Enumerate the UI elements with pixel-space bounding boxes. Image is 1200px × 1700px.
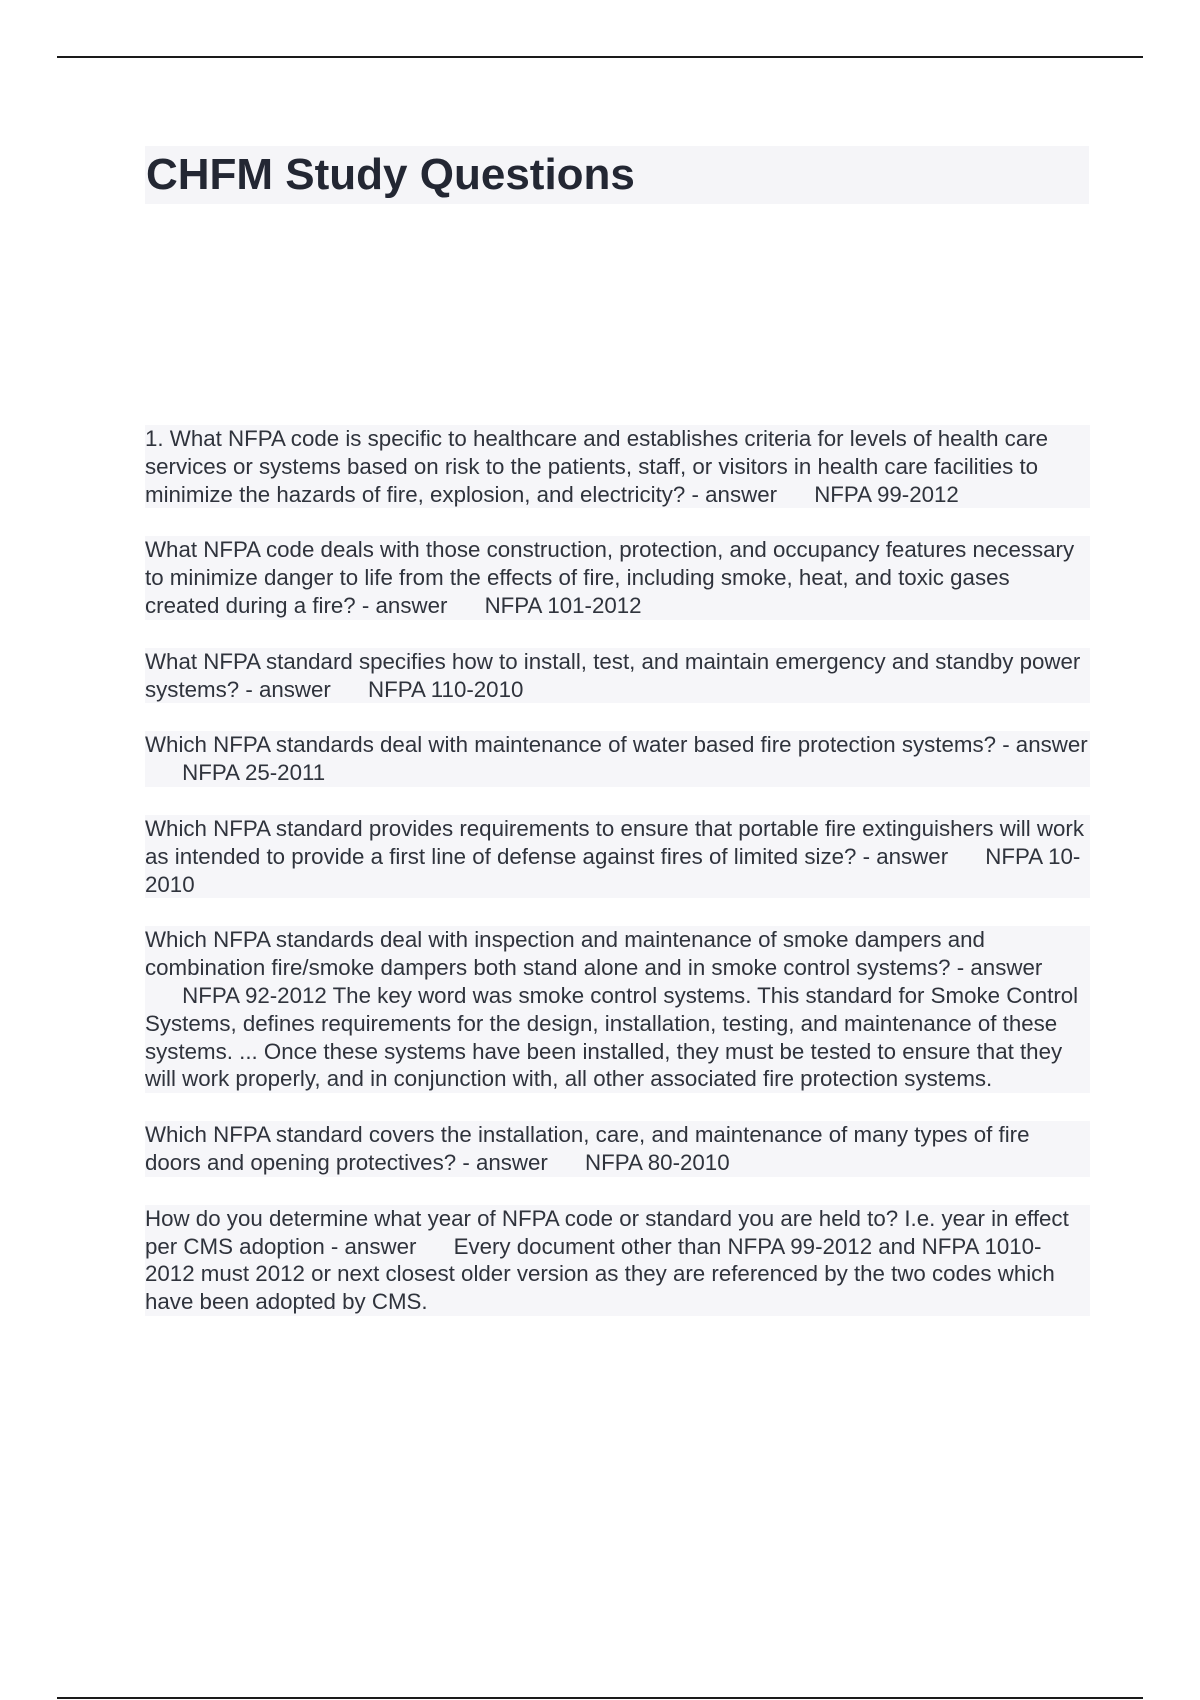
qa-answer: NFPA 25-2011 [182, 760, 326, 786]
qa-question: Which NFPA standard covers the installation, care, and maintenance of many types of fire doors and opening protectives? - answer [145, 1122, 1030, 1175]
qa-answer: NFPA 110-2010 [368, 676, 524, 702]
qa-question: 1. What NFPA code is specific to healthcare and establishes criteria for levels of health care services or systems based on risk to the patients, staff, or visitors in health care facilities to minimize the hazards of fire, explosion, and electricity? - answer [145, 426, 1049, 507]
qa-item [145, 1121, 1090, 1177]
qa-item [145, 1205, 1090, 1316]
qa-answer: NFPA 10-2010 [145, 843, 1081, 897]
qa-answer: NFPA 80-2010 [585, 1149, 730, 1175]
qa-question: Which NFPA standards deal with maintenance of water based fire protection systems? - answer [145, 732, 1088, 758]
document-title: CHFM Study Questions [146, 150, 635, 199]
qa-question: Which NFPA standards deal with inspection and maintenance of smoke dampers and combination fire/smoke dampers both stand alone and in smoke control systems? - answer [145, 927, 1043, 981]
qa-item [145, 536, 1090, 619]
qa-question: How do you determine what year of NFPA code or standard you are held to? I.e. year in effect per CMS adoption - answer [145, 1205, 1069, 1259]
qa-question: What NFPA code deals with those construction, protection, and occupancy features necessary to minimize danger to life from the effects of fire, including smoke, heat, and toxic gases created during a fire? - answer [145, 537, 1075, 618]
qa-question: Which NFPA standard provides requirements to ensure that portable fire extinguishers will work as intended to provide a first line of defense against fires of limited size? - answer [145, 815, 1084, 869]
top-divider [57, 56, 1143, 58]
qa-answer: NFPA 92-2012 The key word was smoke control systems. This standard for Smoke Control Systems, defines requirements for the design, installation, testing, and maintenance of these systems. ... Once these systems have been installed, they must be tested to ensure that they will work properly, and in conjunction with, all other associated fire protection systems. [145, 982, 1079, 1092]
qa-item [145, 425, 1090, 508]
title-block [145, 146, 1089, 204]
bottom-divider [57, 1697, 1143, 1699]
qa-question: What NFPA standard specifies how to install, test, and maintain emergency and standby power systems? - answer [145, 648, 1081, 702]
qa-list [145, 425, 1090, 1344]
qa-item [145, 648, 1090, 704]
qa-answer: NFPA 99-2012 [814, 481, 959, 507]
qa-item [145, 926, 1090, 1093]
qa-answer: NFPA 101-2012 [484, 592, 642, 618]
qa-item [145, 731, 1090, 787]
qa-item [145, 815, 1090, 898]
qa-answer: Every document other than NFPA 99-2012 and NFPA 1010-2012 must 2012 or next closest older version as they are referenced by the two codes which have been adopted by CMS. [145, 1233, 1055, 1315]
